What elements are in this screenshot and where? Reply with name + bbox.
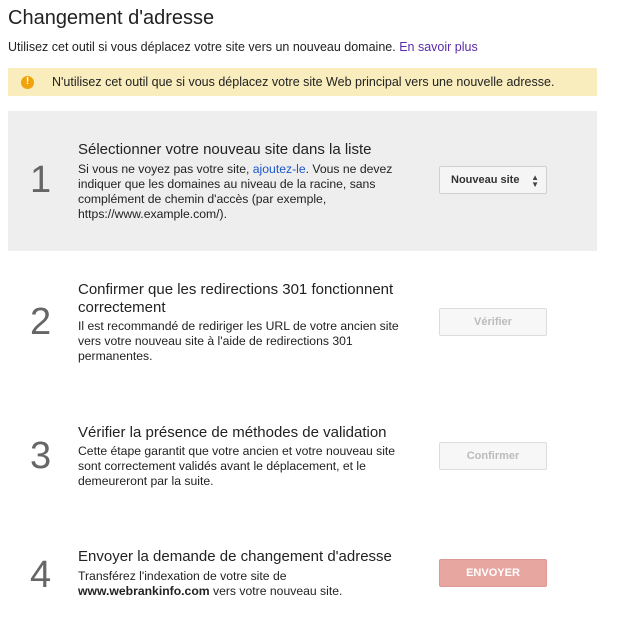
step-description <box>78 569 418 599</box>
learn-more-link[interactable]: En savoir plus <box>399 40 478 54</box>
step-2 <box>8 272 597 382</box>
step-description: Il est recommandé de rediriger les URL de votre ancien site vers votre nouveau site à l'aide de redirections 301 permanentes. <box>78 319 399 363</box>
verify-button[interactable]: Vérifier <box>439 308 547 336</box>
confirm-button[interactable]: Confirmer <box>439 442 547 470</box>
warning-text: N'utilisez cet outil que si vous déplacez votre site Web principal vers une nouvelle adresse. <box>52 75 555 89</box>
add-site-link[interactable]: ajoutez-le <box>252 162 306 176</box>
step-description: Cette étape garantit que votre ancien et votre nouveau site sont correctement validés avant le déplacement, et le demeureront par la suite. <box>78 444 396 488</box>
step-3 <box>8 416 597 526</box>
step-description <box>78 162 418 222</box>
step-number: 3 <box>30 435 52 477</box>
step-description-text: vers votre nouveau site. <box>209 584 343 598</box>
step-description-text: Transférez l'indexation de votre site de <box>78 569 287 583</box>
new-site-select-label: Nouveau site <box>451 174 520 186</box>
intro-description: Utilisez cet outil si vous déplacez votre site vers un nouveau domaine. <box>8 40 396 54</box>
step-title: Envoyer la demande de changement d'adresse <box>78 548 392 565</box>
step-4 <box>8 540 597 615</box>
step-description-text: Si vous ne voyez pas votre site, <box>78 162 253 176</box>
new-site-select[interactable] <box>439 166 547 194</box>
exclamation-icon: ! <box>21 76 34 89</box>
warning-banner <box>8 68 597 96</box>
step-title: Vérifier la présence de méthodes de validation <box>78 424 387 441</box>
page-title: Changement d'adresse <box>8 7 215 29</box>
step-number: 1 <box>30 159 52 201</box>
old-site-domain: www.webrankinfo.com <box>78 584 210 598</box>
step-number: 4 <box>30 554 52 596</box>
step-number: 2 <box>30 301 52 343</box>
intro-text <box>8 40 478 54</box>
step-title: Sélectionner votre nouveau site dans la liste <box>78 141 372 158</box>
select-arrows-icon: ▲ ▼ <box>531 173 539 189</box>
step-description-text: . Vous ne devez indiquer que les domaines au niveau de la racine, sans complément de chemin d'accès (par exemple, https://www.example.com/). <box>78 162 393 221</box>
step-1 <box>8 111 597 251</box>
send-button[interactable]: ENVOYER <box>439 559 547 587</box>
step-title: Confirmer que les redirections 301 fonctionnent correctement <box>78 281 394 316</box>
